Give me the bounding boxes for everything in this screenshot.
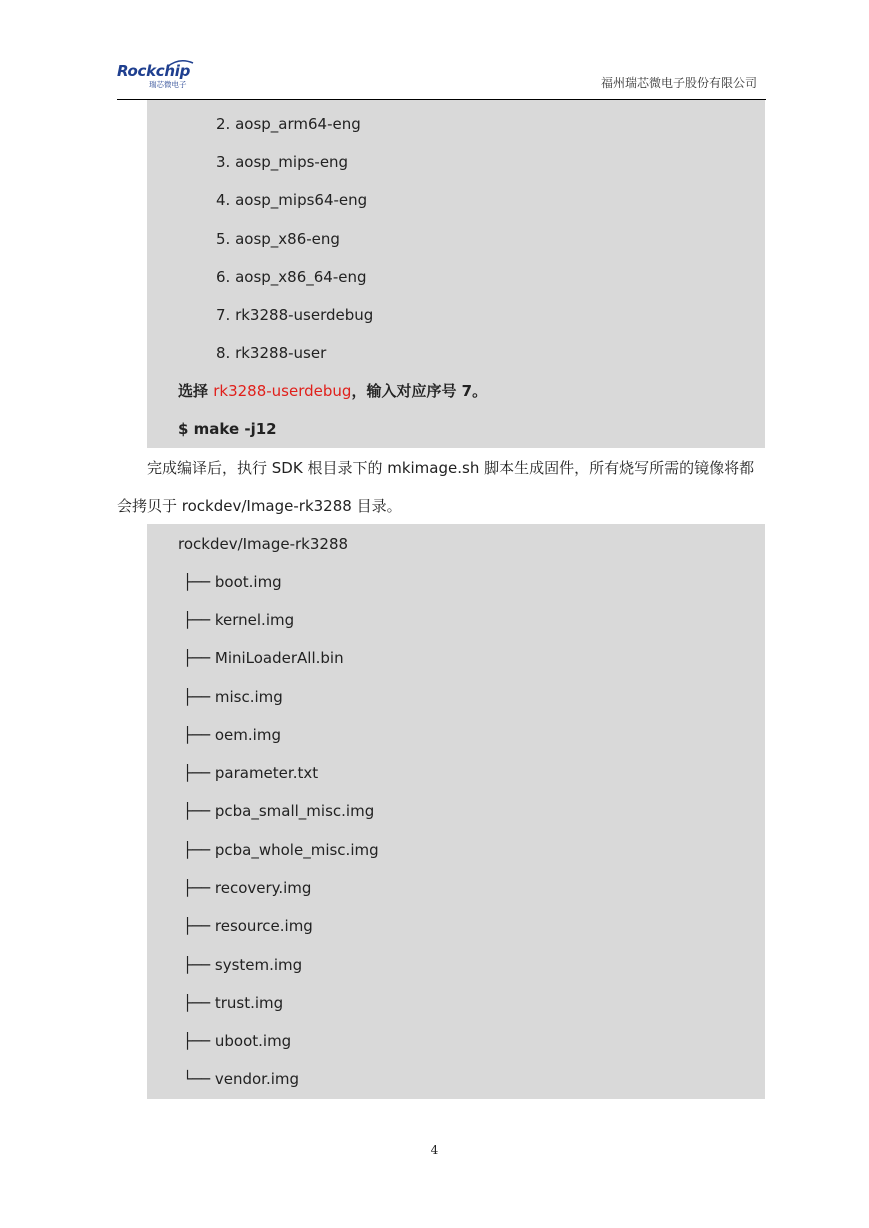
tree-root: rockdev/Image-rk3288 — [178, 535, 349, 553]
tree-branch: ├── — [183, 649, 215, 667]
tree-file: uboot.img — [214, 1032, 292, 1050]
tree-branch: ├── — [183, 841, 215, 859]
logo-swoosh-icon — [165, 59, 195, 69]
lunch-option: 4. aosp_mips64-eng — [216, 191, 368, 209]
tree-entry — [183, 840, 379, 860]
lunch-option: 8. rk3288-user — [216, 344, 327, 362]
tree-entry — [183, 610, 294, 630]
tree-branch: ├── — [183, 764, 215, 782]
tree-entry — [183, 687, 283, 707]
rockchip-logo — [117, 62, 197, 90]
tree-entry — [183, 801, 374, 821]
tree-branch: ├── — [183, 802, 215, 820]
logo-wordmark: Rockchip — [117, 62, 191, 80]
lunch-option: 6. aosp_x86_64-eng — [216, 268, 367, 286]
paragraph-text: 完成编译后，执行 SDK 根目录下的 mkimage.sh 脚本生成固件，所有烧写所需的镜像将都 — [147, 459, 755, 477]
body-paragraph-line2: 会拷贝于 rockdev/Image-rk3288 目录。 — [117, 497, 402, 515]
tree-entry — [183, 916, 313, 936]
tree-branch: ├── — [183, 726, 215, 744]
make-command: $ make -j12 — [178, 420, 277, 438]
tree-entry — [183, 725, 281, 745]
tree-branch: ├── — [183, 688, 215, 706]
lunch-option: 5. aosp_x86-eng — [216, 230, 340, 248]
tree-branch: ├── — [183, 1032, 215, 1050]
select-suffix: ，输入对应序号 7。 — [351, 382, 488, 400]
tree-entry — [183, 763, 318, 783]
tree-file: boot.img — [214, 573, 282, 591]
tree-file: resource.img — [214, 917, 313, 935]
tree-branch-last: └── — [183, 1070, 215, 1088]
page-number: 4 — [430, 1143, 439, 1157]
tree-file: pcba_whole_misc.img — [214, 841, 379, 859]
tree-entry — [183, 955, 302, 975]
tree-file: system.img — [214, 956, 303, 974]
tree-branch: ├── — [183, 573, 215, 591]
select-prefix: 选择 — [178, 382, 214, 400]
body-paragraph-line1 — [117, 458, 767, 478]
tree-branch: ├── — [183, 956, 215, 974]
tree-file: kernel.img — [214, 611, 295, 629]
select-target: rk3288-userdebug — [213, 382, 352, 400]
tree-entry — [183, 572, 282, 592]
company-name: 福州瑞芯微电子股份有限公司 — [600, 76, 757, 90]
lunch-option: 7. rk3288-userdebug — [216, 306, 374, 324]
tree-entry — [183, 878, 311, 898]
tree-entry — [183, 648, 344, 668]
tree-branch: ├── — [183, 879, 215, 897]
tree-file: pcba_small_misc.img — [214, 802, 375, 820]
select-instruction — [178, 381, 487, 401]
tree-entry — [183, 993, 283, 1013]
tree-file: MiniLoaderAll.bin — [214, 649, 344, 667]
tree-file: trust.img — [214, 994, 284, 1012]
tree-file: vendor.img — [214, 1070, 300, 1088]
lunch-option: 3. aosp_mips-eng — [216, 153, 349, 171]
logo-subtext: 瑞芯微电子 — [149, 80, 187, 89]
tree-file: oem.img — [214, 726, 281, 744]
tree-file: misc.img — [214, 688, 283, 706]
tree-file: recovery.img — [214, 879, 312, 897]
lunch-option: 2. aosp_arm64-eng — [216, 115, 361, 133]
tree-file: parameter.txt — [214, 764, 319, 782]
tree-branch: ├── — [183, 994, 215, 1012]
tree-branch: ├── — [183, 917, 215, 935]
image-directory-tree — [147, 524, 765, 1099]
tree-entry-last — [183, 1069, 299, 1089]
tree-entry — [183, 1031, 291, 1051]
lunch-menu-code-block — [147, 100, 765, 448]
tree-branch: ├── — [183, 611, 215, 629]
